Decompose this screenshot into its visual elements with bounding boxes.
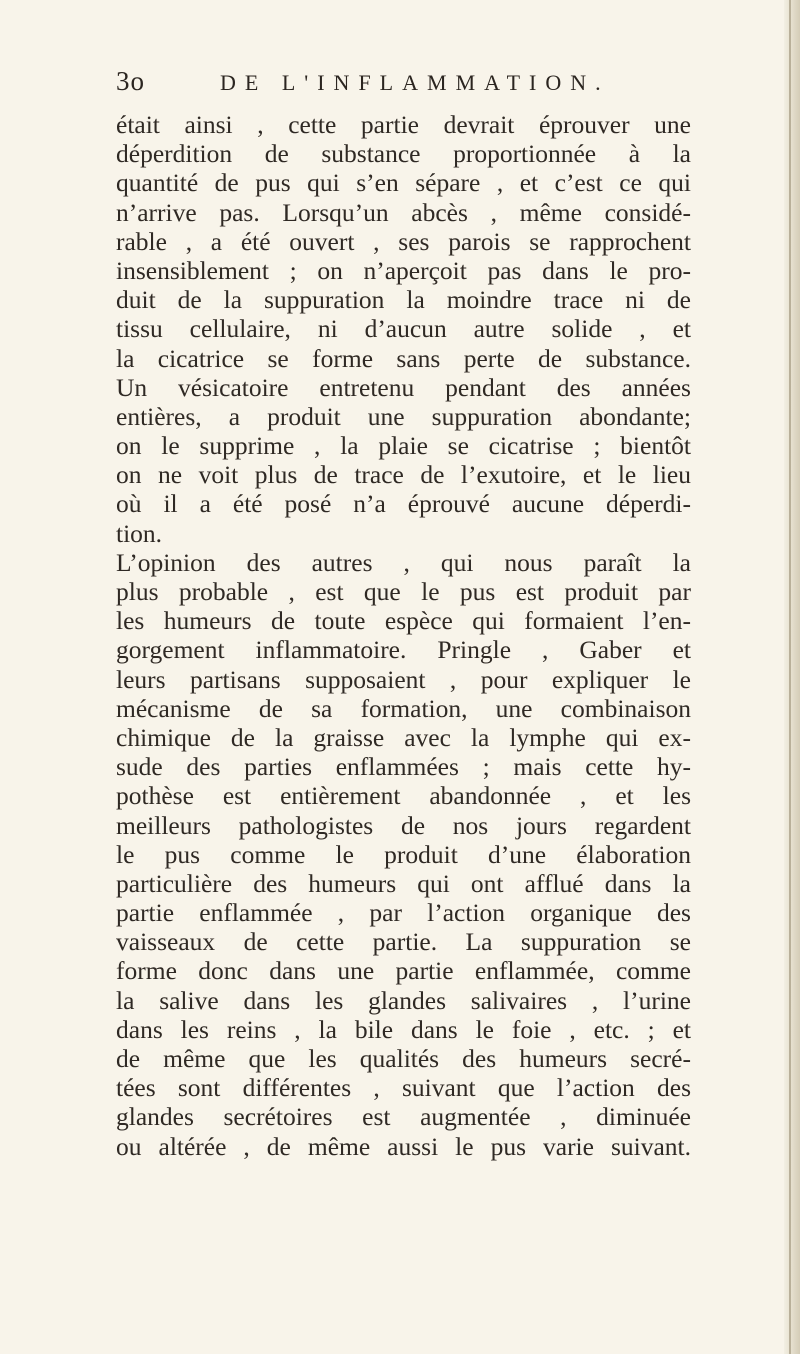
text-line: gorgement inflammatoire. Pringle , Gaber et bbox=[116, 635, 691, 665]
text-line: sude des parties enflammées ; mais cette hy- bbox=[116, 752, 691, 782]
text-line: glandes secrétoires est augmentée , diminuée bbox=[116, 1102, 691, 1132]
running-head bbox=[116, 66, 676, 106]
text-line: était ainsi , cette partie devrait éprouver une bbox=[116, 110, 691, 139]
text-line: déperdition de substance proportionnée à la bbox=[116, 139, 691, 169]
text-line: plus probable , est que le pus est produit par bbox=[116, 577, 691, 606]
text-line: la cicatrice se forme sans perte de substance. bbox=[116, 343, 691, 373]
page-edge-line bbox=[789, 0, 791, 1354]
text-line: entières, a produit une suppuration abondante; bbox=[116, 401, 691, 431]
text-line: tissu cellulaire, ni d’aucun autre solide , et bbox=[116, 314, 691, 344]
text-line: mécanisme de sa formation, une combinaison bbox=[116, 693, 691, 723]
paragraph-1 bbox=[116, 110, 691, 548]
text-line: tion. bbox=[116, 518, 163, 548]
text-line: le pus comme le produit d’une élaboration bbox=[116, 839, 691, 869]
text-line: Un vésicatoire entretenu pendant des années bbox=[116, 372, 691, 402]
text-line: on ne voit plus de trace de l’exutoire, et le lieu bbox=[116, 460, 691, 490]
text-line: forme donc dans une partie enflammée, comme bbox=[116, 956, 691, 986]
text-line: dans les reins , la bile dans le foie , etc. ; et bbox=[116, 1014, 691, 1044]
text-line: n’arrive pas. Lorsqu’un abcès , même considé- bbox=[116, 197, 691, 227]
page-edge-shadow bbox=[784, 0, 800, 1354]
text-line: particulière des humeurs qui ont afflué dans la bbox=[116, 868, 691, 898]
paragraph-2 bbox=[116, 548, 691, 1161]
body-text bbox=[116, 110, 691, 1161]
text-line: insensiblement ; on n’aperçoit pas dans le pro- bbox=[116, 255, 691, 285]
running-title: DE L'INFLAMMATION. bbox=[220, 70, 610, 95]
text-line: rable , a été ouvert , ses parois se rapprochent bbox=[116, 226, 691, 256]
text-line: où il a été posé n’a éprouvé aucune déperdi- bbox=[116, 489, 691, 519]
text-line: de même que les qualités des humeurs secré- bbox=[116, 1044, 691, 1073]
text-line: ou altérée , de même aussi le pus varie suivant. bbox=[116, 1131, 691, 1161]
text-line: les humeurs de toute espèce qui formaient l’en- bbox=[116, 606, 691, 636]
text-line: duit de la suppuration la moindre trace ni de bbox=[116, 285, 691, 315]
text-line: on le supprime , la plaie se cicatrise ; bientôt bbox=[116, 431, 691, 461]
text-line: meilleurs pathologistes de nos jours regardent bbox=[116, 810, 691, 840]
text-line: vaisseaux de cette partie. La suppuration se bbox=[116, 927, 691, 957]
text-line: leurs partisans supposaient , pour expliquer le bbox=[116, 664, 691, 694]
text-line: quantité de pus qui s’en sépare , et c’est ce qui bbox=[116, 168, 691, 198]
text-line: tées sont différentes , suivant que l’action des bbox=[116, 1073, 691, 1103]
text-line: chimique de la graisse avec la lymphe qui ex- bbox=[116, 722, 691, 752]
text-line: la salive dans les glandes salivaires , l’urine bbox=[116, 985, 691, 1015]
text-line: pothèse est entièrement abandonnée , et les bbox=[116, 781, 691, 811]
text-line: L’opinion des autres , qui nous paraît la bbox=[116, 547, 691, 577]
text-line: partie enflammée , par l’action organique des bbox=[116, 898, 691, 928]
page-number: 3o bbox=[116, 66, 145, 96]
